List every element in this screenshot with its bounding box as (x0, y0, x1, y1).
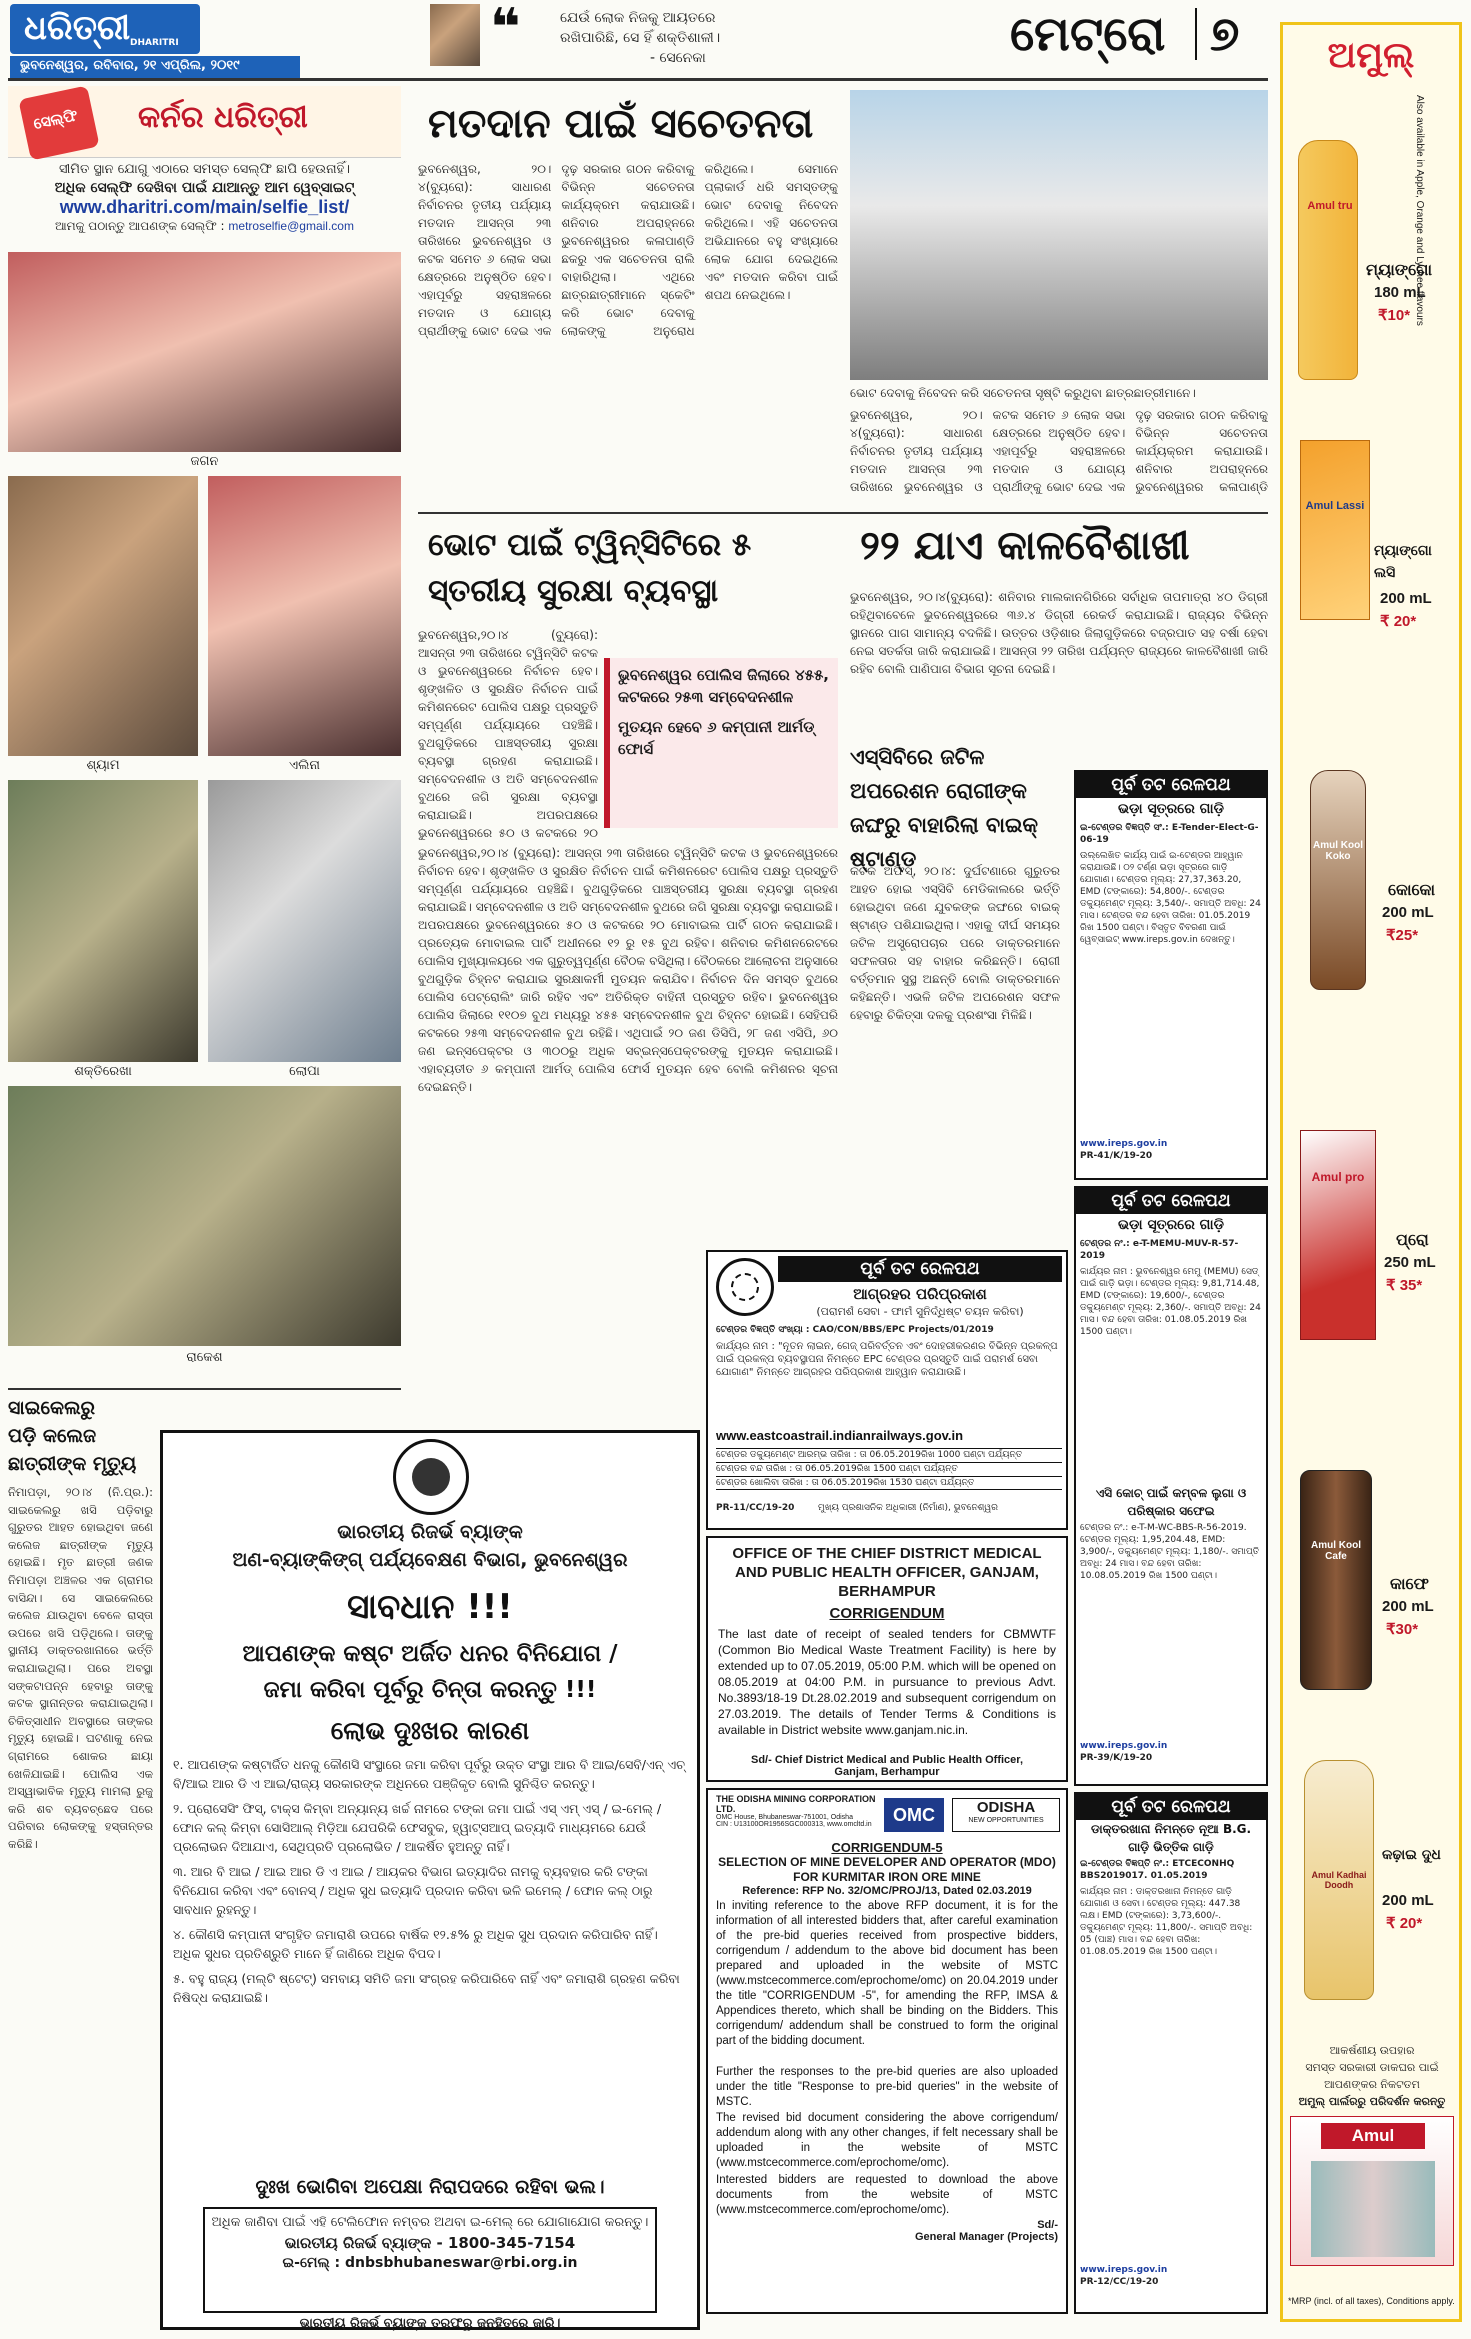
amul-product-koko: Amul Kool Koko କୋକୋ 200 mL ₹25* (1290, 770, 1450, 1020)
selfie-info: ସୀମିତ ସ୍ଥାନ ଯୋଗୁ ଏଠାରେ ସମସ୍ତ ସେଲ୍ଫି ଛାପି ହେଉନାହିଁ। ଅଧିକ ସେଲ୍ଫି ଦେଖିବା ପାଇଁ ଯାଆନ୍ତୁ ଆମ ୱେବ୍‌ସାଇଟ୍ www.dharitri.com/main/selfie_list/ ଆମକୁ ପଠାନ୍ତୁ ଆପଣଙ୍କ ସେଲ୍ଫି : metroselfie@gmail.com (8, 160, 401, 250)
selfie-caption: ଶ୍ୟାମ (86, 758, 120, 773)
rail-ad-2: ପୂର୍ବ ତଟ ରେଳପଥ ଭଡ଼ା ସୂତ୍ରରେ ଗାଡ଼ି ଟେଣ୍ଡର ନଂ.: e-T-MEMU-MUV-R-57-2019 କାର୍ଯ୍ୟର ନାମ : ଭୁବନେଶ୍ୱର ମେମୁ (MEMU) ସେଡ୍ ପାଇଁ ଗାଡ଼ି ଭଡ଼ା। ଟେଣ୍ଡର ମୂଲ୍ୟ: 9,81,714.48, EMD (ଟଙ୍କାରେ): 19,600/-, ଟେଣ୍ଡର ଡକ୍ୟୁମେଣ୍ଟ ମୂଲ୍ୟ: 2,360/-. ସମାପ୍ତି ଅବଧି: 24 ମାସ। ବନ୍ଦ ହେବା ତାରିଖ: 01.08.05.2019 ରିଖ 1500 ଘଣ୍ଟା। ଏସି କୋଚ୍ ପାଇଁ କମ୍ବଳ ଲୁଗା ଓ ପରିଷ୍କାର ସଫେଇ ଟେଣ୍ଡର ନଂ.: e-T-M-WC-BBS-R-56-2019. ଟେଣ୍ଡର ମୂଲ୍ୟ: 1,95,204.48, EMD: 3,900/-, ଡକ୍ୟୁମେଣ୍ଟ ମୂଲ୍ୟ: 1,180/-. ସମାପ୍ତି ଅବଧି: 24 ମାସ। ବନ୍ଦ ହେବା ତାରିଖ: 10.08.05.2019 ରିଖ 1500 ଘଣ୍ଟା। www.ireps.gov.in PR-39/K/19-20 (1074, 1186, 1268, 1786)
rbi-tollfree[interactable]: ଭାରତୀୟ ରିଜର୍ଭ ବ୍ୟାଙ୍କ - 1800-345-7154 (284, 2234, 576, 2252)
section-divider (1195, 8, 1197, 60)
rbi-seal-icon (393, 1439, 469, 1515)
amul-mrp-note: *MRP (incl. of all taxes), Conditions apply. (1288, 2296, 1455, 2306)
tetrapak-icon (1300, 1130, 1376, 1340)
selfie-caption: ଜଗନ (190, 454, 219, 469)
railway-logo-icon (716, 1258, 774, 1316)
amul-product-kadhai: Amul Kadhai Doodh କଢ଼ାଇ ଦୁଧ 200 mL ₹ 20* (1290, 1760, 1450, 2020)
article-body: ଭୁବନେଶ୍ୱର, ୨୦।୪(ବ୍ୟୁରୋ): ସାଧାରଣ ନିର୍ବାଚନର ତୃତୀୟ ପର୍ଯ୍ୟାୟ ମତଦାନ ଆସନ୍ତା ୨୩ ତାରିଖରେ ଭୁବନେଶ୍ୱର ଓ କଟକ ସମେତ ୬ ଲୋକ ସଭା କ୍ଷେତ୍ରରେ ଅନୁଷ୍ଠିତ ହେବ। ଏହାପୂର୍ବରୁ ସହରାଞ୍ଚଳରେ ମତଦାନ ଓ ଯୋଗ୍ୟ ପ୍ରାର୍ଥୀଙ୍କୁ ଭୋଟ ଦେଇ ଏକ ଦୃଢ଼ ସରକାର ଗଠନ କରିବାକୁ ବିଭିନ୍ନ ସଚେତନତା କାର୍ଯ୍ୟକ୍ରମ କରାଯାଉଛି। ଶନିବାର ଅପରାହ୍ନରେ ଭୁବନେଶ୍ୱରର କଳାପାଣ୍ଡି ଛକରୁ ଏକ ସଚେତନତା ରାଲି ବାହାରିଥିଲା। ଏଥିରେ ଛାତ୍ରଛାତ୍ରୀମାନେ ସ୍କେଟିଂ କରି ଭୋଟ ଦେବାକୁ ଲୋକଙ୍କୁ ଅନୁରୋଧ କରିଥିଲେ। ସେମାନେ ପ୍ଲାକାର୍ଡ ଧରି ସମସ୍ତଙ୍କୁ ଭୋଟ ଦେବାକୁ ନିବେଦନ କରିଥିଲେ। ଏହି ସଚେତନତା ଅଭିଯାନରେ ବହୁ ସଂଖ୍ୟାରେ ଲୋକ ଯୋଗ ଦେଇଥିଲେ ଏବଂ ମତଦାନ କରିବା ପାଇଁ ଶପଥ ନେଇଥିଲେ। (418, 162, 838, 338)
amul-product-lassi: Amul Lassi ମ୍ୟାଙ୍ଗୋ ଲସି 200 mL ₹ 20* (1290, 440, 1450, 690)
rbi-dept: ଅଣ-ବ୍ୟାଙ୍କିଙ୍ଗ୍ ପର୍ଯ୍ୟବେକ୍ଷଣ ବିଭାଗ, ଭୁବନେଶ୍ୱର (232, 1549, 628, 1571)
rail-ad-link[interactable]: www.ireps.gov.in (1080, 2265, 1168, 2275)
tetrapak-icon (1300, 440, 1370, 620)
headline: ଏସ୍‌ସିବିରେ ଜଟିଳ ଅପରେଶନ ରୋଗୀଙ୍କ ଜଙ୍ଘରୁ ବାହାରିଲା ବାଇକ୍ ଷ୍ଟାଣ୍ଡ (850, 745, 1038, 871)
rail-ad-1: ପୂର୍ବ ତଟ ରେଳପଥ ଭଡ଼ା ସୂତ୍ରରେ ଗାଡ଼ି ଇ-ଟେଣ୍ଡର ବିଜ୍ଞପ୍ତି ସଂ.: E-Tender-Elect-G-06-19 ଉଲ୍ଲେଖିତ କାର୍ଯ୍ୟ ପାଇଁ ଇ-ଟେଣ୍ଡର ଆହ୍ୱାନ କରାଯାଉଛି। ୦୨ ଟର୍ଣ୍ଣ ଭଡ଼ା ସୂତ୍ରରେ ଗାଡ଼ି ଯୋଗାଣ। ଟେଣ୍ଡର ମୂଲ୍ୟ: 27,37,363.20, EMD (ଟଙ୍କାରେ): 54,800/-. ଟେଣ୍ଡର ଡକ୍ୟୁମେଣ୍ଟ ମୂଲ୍ୟ: 3,540/-. ସମାପ୍ତି ଅବଧି: 24 ମାସ। ଟେଣ୍ଡର ବନ୍ଦ ହେବା ତାରିଖ: 01.05.2019 ରିଖ 1500 ଘଣ୍ଟା। ବିସ୍ତୃତ ବିବରଣୀ ପାଇଁ ୱେବ୍‌ସାଇଟ୍ www.ireps.gov.in ଦେଖନ୍ତୁ। www.ireps.gov.in PR-41/K/19-20 (1074, 770, 1268, 1180)
selfie-photo-jagan (8, 252, 401, 452)
amul-footer: ଆକର୍ଷଣୀୟ ଉପହାର ସମସ୍ତ ସରକାରୀ ଡାକଘର ପାଇଁ ଆପଣଙ୍କର ନିକଟତମ ଅମୁଲ୍ ପାର୍ଲରରୁ ପରିଦର୍ଶନ କରନ୍ତୁ (1298, 2044, 1446, 2108)
headline: ଭୋଟ ପାଇଁ ଟ୍ୱିନ୍‌ସିଟିରେ ୫ ସ୍ତରୀୟ ସୁରକ୍ଷା ବ୍ୟବସ୍ଥା (428, 527, 752, 609)
masthead-logo[interactable]: ଧରିତ୍ରୀ DHARITRI (10, 4, 200, 54)
selfie-phone-icon: ସେଲ୍ଫି (18, 85, 99, 160)
amul-product-cafe: Amul Kool Cafe କାଫେ 200 mL ₹30* (1290, 1470, 1450, 1720)
rail-ad-3: ପୂର୍ବ ତଟ ରେଳପଥ ଡାକ୍ତରଖାନା ନିମନ୍ତେ ନୂଆ B.G. ଗାଡ଼ି ଭିତ୍ତିକ ଗାଡ଼ି ଇ-ଟେଣ୍ଡର ବିଜ୍ଞପ୍ତି ନଂ.: ETCECONHQ BBS2019017. 01.05.2019 କାର୍ଯ୍ୟର ନାମ : ଡାକ୍ତରଖାନା ନିମନ୍ତେ ଗାଡ଼ି ଯୋଗାଣ ଓ ସେବା। ଟେଣ୍ଡର ମୂଲ୍ୟ: 447.38 ଲକ୍ଷ। EMD (ଟଙ୍କାରେ): 3,73,600/-. ଡକ୍ୟୁମେଣ୍ଟ ମୂଲ୍ୟ: 11,800/-. ସମାପ୍ତି ଅବଧି: 05 (ପାଞ୍ଚ) ମାସ। ବନ୍ଦ ହେବା ତାରିଖ: 01.08.05.2019 ରିଖ 1500 ଘଣ୍ଟା। www.ireps.gov.in PR-12/CC/19-20 (1074, 1792, 1268, 2314)
page-number: ୭ (1210, 6, 1240, 62)
quote-mark-icon: ❝ (490, 0, 521, 58)
selfie-photo-rakesh (8, 1086, 401, 1346)
bottle-icon (1310, 770, 1366, 990)
rbi-footer: ଭାରତୀୟ ରିଜର୍ଭ ବ୍ୟାଙ୍କ ତରଫରୁ ଜନହିତରେ ଜାରି। (299, 2316, 561, 2331)
odisha-logo: ODISHA (976, 1799, 1036, 1816)
headline: ସାଇକେଲରୁ ପଡ଼ି କଲେଜ ଛାତ୍ରୀଙ୍କ ମୃତ୍ୟୁ (8, 1397, 137, 1475)
selfie-url-link[interactable]: www.dharitri.com/main/selfie_list/ (59, 197, 350, 217)
story-awareness (418, 90, 1268, 510)
dateline: ଭୁବନେଶ୍ୱର, ରବିବାର, ୨୧ ଏପ୍ରିଲ, ୨୦୧୯ (10, 56, 300, 78)
amul-product-pro: Amul pro ପ୍ରୋ 250 mL ₹ 35* (1290, 1130, 1450, 1380)
list-item: ୪. କୌଣସି କମ୍ପାନୀ ସଂଗୃହିତ ଜମାରାଶି ଉପରେ ବାର୍ଷିକ ୧୨.୫% ରୁ ଅଧିକ ସୁଧ ପ୍ରଦାନ କରିପାରିବ ନାହିଁ। ଅଧିକ ସୁଧର ପ୍ରତିଶ୍ରୁତି ମାନେ ହିଁ ଜାଣିରେ ଅଧିକ ବିପଦ। (173, 1927, 658, 1961)
rbi-points (173, 1755, 687, 2007)
rbi-warning: ସାବଧାନ !!! (347, 1587, 513, 1627)
rail-ad-link[interactable]: www.ireps.gov.in (1080, 1139, 1168, 1149)
list-item: ୧. ଆପଣଙ୍କ କଷ୍ଟାର୍ଜିତ ଧନକୁ କୌଣସି ସଂସ୍ଥାରେ ଜମା କରିବା ପୂର୍ବରୁ ଉକ୍ତ ସଂସ୍ଥା ଆର ବି ଆଇ/ସେବି/ଏନ୍ ଏଚ୍ ବି/ଆଇ ଆର ଡି ଏ ଆଇ/ରାଜ୍ୟ ସରକାରଙ୍କ ଅଧିନରେ ପଞ୍ଜିକୃତ ବୋଲି ସୁନିଶ୍ଚିତ କରନ୍ତୁ। (173, 1757, 686, 1791)
rbi-contact-box: ଅଧିକ ଜାଣିବା ପାଇଁ ଏହି ଟେଲିଫୋନ ନମ୍ବର ଅଥବା ଇ-ମେଲ୍ ରେ ଯୋଗାଯୋଗ କରନ୍ତୁ। ଭାରତୀୟ ରିଜର୍ଭ ବ୍ୟାଙ୍କ - 1800-345-7154 ଇ-ମେଲ୍ : dnbsbhubaneswar@rbi.org.in (203, 2207, 657, 2313)
story-cycle-accident (8, 1394, 153, 2324)
bottle-icon (1298, 140, 1358, 380)
rbi-ad: ଭାରତୀୟ ରିଜର୍ଭ ବ୍ୟାଙ୍କ ଅଣ-ବ୍ୟାଙ୍କିଙ୍ଗ୍ ପର୍ଯ୍ୟବେକ୍ଷଣ ବିଭାଗ, ଭୁବନେଶ୍ୱର ସାବଧାନ !!! ଆପଣଙ୍କ କଷ୍ଟ ଅର୍ଜିତ ଧନର ବିନିଯୋଗ / ଜମା କରିବା ପୂର୍ବରୁ ଚିନ୍ତା କରନ୍ତୁ !!! ଲୋଭ ଦୁଃଖର କାରଣ ୧. ଆପଣଙ୍କ କଷ୍ଟାର୍ଜିତ ଧନକୁ କୌଣସି ସଂସ୍ଥାରେ ଜମା କରିବା ପୂର୍ବରୁ ଉକ୍ତ ସଂସ୍ଥା ଆର ବି ଆଇ/ସେବି/ଏନ୍ ଏଚ୍ ବି/ଆଇ ଆର ଡି ଏ ଆଇ/ରାଜ୍ୟ ସରକାରଙ୍କ ଅଧିନରେ ପଞ୍ଜିକୃତ ବୋଲି ସୁନିଶ୍ଚିତ କରନ୍ତୁ। ୨. ପ୍ରୋସେସିଂ ଫିସ୍, ଟାକ୍ସ କିମ୍ବା ଅନ୍ୟାନ୍ୟ ଖର୍ଚ୍ଚ ନାମରେ ଟଙ୍କା ଜମା ପାଇଁ ଏସ୍ ଏମ୍ ଏସ୍ / ଇ-ମେଲ୍ / ଫୋନ କଲ୍ କିମ୍ବା ସୋସିଆଲ୍ ମିଡ଼ିଆ ଯେପରିକି ଫେସବୁକ, ହ୍ୱାଟ୍‌ସଆପ୍ ଇତ୍ୟାଦି ମାଧ୍ୟମରେ ଯେଉଁ ପ୍ରଲୋଭନ ଦିଆଯାଏ, ସେଥିପ୍ରତି ପ୍ରଲୋଭିତ / ଆକର୍ଷିତ ହୁଅନ୍ତୁ ନାହିଁ। ୩. ଆର ବି ଆଇ / ଆଇ ଆର ଡି ଏ ଆଇ / ଆୟକର ବିଭାଗ ଇତ୍ୟାଦିର ନାମକୁ ବ୍ୟବହାର କରି ଟଙ୍କା ବିନିଯୋଗ କରିବା ଏବଂ ବୋନସ୍ / ଅଧିକ ସୁଧ ଇତ୍ୟାଦି ପ୍ରଦାନ କରିବା ଭଳି ଇମେଲ୍ / ଫୋନ କଲ୍ ଠାରୁ ସାବଧାନ ରୁହନ୍ତୁ। ୪. କୌଣସି କମ୍ପାନୀ ସଂଗୃହିତ ଜମାରାଶି ଉପରେ ବାର୍ଷିକ ୧୨.୫% ରୁ ଅଧିକ ସୁଧ ପ୍ରଦାନ କରିପାରିବ ନାହିଁ। ଅଧିକ ସୁଧର ପ୍ରତିଶ୍ରୁତି ମାନେ ହିଁ ଜାଣିରେ ଅଧିକ ବିପଦ। ୫. ବହୁ ରାଜ୍ୟ (ମଲ୍ଟି ଷ୍ଟେଟ୍) ସମବାୟ ସମିତି ଜମା ସଂଗ୍ରହ କରିପାରିବେ ନାହିଁ ଏବଂ ଜମାରାଶି ଗ୍ରହଣ କରିବା ନିଷିଦ୍ଧ କରାଯାଇଛି। ଦୁଃଖ ଭୋଗିବା ଅପେକ୍ଷା ନିରାପଦରେ ରହିବା ଭଲ। ଅଧିକ ଜାଣିବା ପାଇଁ ଏହି ଟେଲିଫୋନ ନମ୍ବର ଅଥବା ଇ-ମେଲ୍ ରେ ଯୋଗାଯୋଗ କରନ୍ତୁ। ଭାରତୀୟ ରିଜର୍ଭ ବ୍ୟାଙ୍କ - 1800-345-7154 ଇ-ମେଲ୍ : dnbsbhubaneswar@rbi.org.in (160, 1430, 700, 2330)
omc-logo: OMC (884, 1798, 944, 1832)
selfie-photo-lopa (208, 780, 401, 1062)
selfie-banner-title: କର୍ନର ଧରିତ୍ରୀ (138, 100, 308, 135)
headline: ମତଦାନ ପାଇଁ ସଚେତନତା (428, 101, 814, 147)
article-body: ଭୁବନେଶ୍ୱର,୨୦।୪ (ବ୍ୟୁରୋ): ଆସନ୍ତା ୨୩ ତାରିଖରେ ଟ୍ୱିନ୍‌ସିଟି କଟକ ଓ ଭୁବନେଶ୍ୱରରେ ନିର୍ବାଚନ ହେବ। ଶୃଙ୍ଖଳିତ ଓ ସୁରକ୍ଷିତ ନିର୍ବାଚନ ପାଇଁ କମିଶନରେଟ ପୋଲିସ ପକ୍ଷରୁ ପ୍ରସ୍ତୁତି ସମ୍ପୂର୍ଣ୍ଣ ପର୍ଯ୍ୟାୟରେ ପହଞ୍ଚିଛି। ବୁଥଗୁଡ଼ିକରେ ପାଞ୍ଚସ୍ତରୀୟ ସୁରକ୍ଷା ବ୍ୟବସ୍ଥା ଗ୍ରହଣ କରାଯାଇଛି। ସମ୍ବେଦନଶୀଳ ଓ ଅତି ସମ୍ବେଦନଶୀଳ ବୁଥରେ ଜଗି ସୁରକ୍ଷା ବ୍ୟବସ୍ଥା କରାଯାଇଛି। ଅପରପକ୍ଷରେ ଭୁବନେଶ୍ୱରରେ ୫୦ ଓ କଟକରେ ୨୦ (418, 628, 598, 840)
headline: ୨୨ ଯାଏ କାଳବୈଶାଖୀ (860, 523, 1190, 569)
rbi-email[interactable]: ଇ-ମେଲ୍ : dnbsbhubaneswar@rbi.org.in (282, 2255, 578, 2271)
article-body: ଭୁବନେଶ୍ୱର, ୨୦।୪(ବ୍ୟୁରୋ): ଶନିବାର ମାଲକାନଗିରିରେ ସର୍ବାଧିକ ତାପମାତ୍ରା ୪୦ ଡିଗ୍ରୀ ରହିଥିବାବେଳେ ଭୁବନେଶ୍ୱରରେ ୩୬.୪ ଡିଗ୍ରୀ ରେକର୍ଡ କରାଯାଇଛି। ରାଜ୍ୟର ବିଭିନ୍ନ ସ୍ଥାନରେ ପାଗ ସାମାନ୍ୟ ବଦଳିଛି। ଉତ୍ତର ଓଡ଼ିଶାର ଜିଲାଗୁଡ଼ିକରେ ବଜ୍ରପାତ ସହ ବର୍ଷା ହେବା ନେଇ ସତର୍କତା ଜାରି କରାଯାଇଛି। ଆସନ୍ତା ୨୨ ତାରିଖ ପର୍ଯ୍ୟନ୍ତ ରାଜ୍ୟରେ କାଳବୈଶାଖୀ ଜାରି ରହିବ ବୋଲି ପାଣିପାଗ ବିଭାଗ ସୂଚନା ଦେଇଛି। (850, 590, 1268, 676)
section-title: ମେଟ୍ରୋ (1010, 6, 1166, 62)
omc-corrigendum-ad: THE ODISHA MINING CORPORATION LTD. OMC House, Bhubaneswar-751001, Odisha CIN : U13100OR1956SGC000313, www.omcltd.in OMC ODISHA NEW OPPORTUNITIES CORRIGENDUM-5 SELECTION OF MINE DEVELOPER AND OPERATOR (MDO) FOR KURMITAR IRON ORE MINE Reference: RFP No. 32/OMC/PROJ/13, Dated 02.03.2019 In inviting reference to the above RFP document, it is for the information of all interested bidders that, after careful examination of the pre-bid queries received from prospective bidders, corrigendum / addendum to the above bid document has been prepared and uploaded in the website of MSTC (www.mstcecommerce.com/eprochome/omc) on 20.04.2019 under the title "CORRIGENDUM -5", for amending the RFP, IMSA & Appendices thereto, which shall be binding on the Bidders. This corrigendum/ addendum shall be construed to form the original part of the bidding document. Further the responses to the pre-bid queries are also uploaded under the title "Response to pre-bid queries" in the website of MSTC. The revised bid document considering the above corrigendum/ addendum along with any other changes, if felt necessary shall be uploaded in the website of MSTC (www.mstcecommerce.com/eprochome/omc). Interested bidders are requested to download the above documents from the website of MSTC (www.mstcecommerce.com/eprochome/omc). Sd/- General Manager (Projects) (706, 1788, 1068, 2314)
ganjam-corrigendum-ad: OFFICE OF THE CHIEF DISTRICT MEDICAL AND PUBLIC HEALTH OFFICER, GANJAM, BERHAMPUR CORRIGENDUM The last date of receipt of sealed tenders for CBMWTF (Common Bio Medical Waste Treatment Facility) is here by extended up to 07.05.2019, 05:00 P.M. which will be opened on 08.05.2019 at 04:00 P.M. in pursuance to previous Advt. No.3893/18-19 Dt.28.02.2019 and subsequent corrigendum on 27.03.2019. The details of Tender Terms & Conditions is available in District website www.ganjam.nic.in. Sd/- Chief District Medical and Public Health Officer, Ganjam, Berhampur (706, 1536, 1068, 1782)
story-weather (850, 518, 1268, 676)
article-body: ଭୁବନେଶ୍ୱର, ୨୦।୪(ବ୍ୟୁରୋ): ସାଧାରଣ ନିର୍ବାଚନର ତୃତୀୟ ପର୍ଯ୍ୟାୟ ମତଦାନ ଆସନ୍ତା ୨୩ ତାରିଖରେ ଭୁବନେଶ୍ୱର ଓ କଟକ ସମେତ ୬ ଲୋକ ସଭା କ୍ଷେତ୍ରରେ ଅନୁଷ୍ଠିତ ହେବ। ଏହାପୂର୍ବରୁ ସହରାଞ୍ଚଳରେ ମତଦାନ ଓ ଯୋଗ୍ୟ ପ୍ରାର୍ଥୀଙ୍କୁ ଭୋଟ ଦେଇ ଏକ ଦୃଢ଼ ସରକାର ଗଠନ କରିବାକୁ ବିଭିନ୍ନ ସଚେତନତା କାର୍ଯ୍ୟକ୍ରମ କରାଯାଉଛି। ଶନିବାର ଅପରାହ୍ନରେ ଭୁବନେଶ୍ୱରର କଳାପାଣ୍ଡି (850, 408, 1268, 494)
masthead-rule (8, 78, 1268, 81)
selfie-banner (8, 86, 401, 158)
article-photo (850, 90, 1268, 380)
selfie-caption: ଏଲିନା (289, 758, 320, 773)
highlight-box: ଭୁବନେଶ୍ୱର ପୋଲିସ ଜିଲାରେ ୪୫୫, କଟକରେ ୨୫୩ ସମ୍ବେଦନଶୀଳ ମୁତୟନ ହେବେ ୬ କମ୍ପାନୀ ଆର୍ମଡ୍ ଫୋର୍ସ (604, 658, 838, 828)
amul-parlour-image: Amul (1290, 2116, 1454, 2266)
list-item: ୨. ପ୍ରୋସେସିଂ ଫିସ୍, ଟାକ୍ସ କିମ୍ବା ଅନ୍ୟାନ୍ୟ ଖର୍ଚ୍ଚ ନାମରେ ଟଙ୍କା ଜମା ପାଇଁ ଏସ୍ ଏମ୍ ଏସ୍ / ଇ-ମେଲ୍ / ଫୋନ କଲ୍ କିମ୍ବା ସୋସିଆଲ୍ ମିଡ଼ିଆ ଯେପରିକି ଫେସବୁକ, ହ୍ୱାଟ୍‌ସଆପ୍ ଇତ୍ୟାଦି ମାଧ୍ୟମରେ ଯେଉଁ ପ୍ରଲୋଭନ ଦିଆଯାଏ, ସେଥିପ୍ରତି ପ୍ରଲୋଭିତ / ଆକର୍ଷିତ ହୁଅନ୍ତୁ ନାହିଁ। (173, 1801, 662, 1854)
selfie-caption: ରାକେଶ (186, 1350, 223, 1365)
amul-product-tru: Amul tru ମ୍ୟାଙ୍ଗୋ 180 mL ₹10* (1290, 100, 1450, 420)
selfie-photo-shyam (8, 476, 198, 756)
masthead (0, 0, 1471, 80)
selfie-email-link[interactable]: metroselfie@gmail.com (228, 219, 354, 233)
story-scb (850, 740, 1070, 1240)
list-item: ୫. ବହୁ ରାଜ୍ୟ (ମଲ୍ଟି ଷ୍ଟେଟ୍) ସମବାୟ ସମିତି ଜମା ସଂଗ୍ରହ କରିପାରିବେ ନାହିଁ ଏବଂ ଜମାରାଶି ଗ୍ରହଣ କରିବା ନିଷିଦ୍ଧ କରାଯାଇଛି। (173, 1971, 680, 2005)
selfie-caption: ଲୋପା (289, 1064, 320, 1079)
can-icon (1300, 1470, 1372, 1690)
selfie-photo-shaktirekha (8, 780, 198, 1062)
photo-caption: ଭୋଟ ଦେବାକୁ ନିବେଦନ କରି ସଚେତନତା ସୃଷ୍ଟି କରୁଥିବା ଛାତ୍ରଛାତ୍ରୀମାନେ। (850, 386, 1196, 400)
amul-logo: ଅମୁଲ୍ (1327, 35, 1415, 76)
selfie-column (8, 86, 401, 1386)
rail-ad-link[interactable]: www.ireps.gov.in (1080, 1741, 1168, 1751)
divider (418, 512, 1268, 514)
article-body: କଟକ ଅଫିସ୍, ୨୦।୪: ଦୁର୍ଘଟଣାରେ ଗୁରୁତର ଆହତ ହୋଇ ଏସ୍‌ସିବି ମେଡିକାଲରେ ଭର୍ତ୍ତି ହୋଇଥିବା ଜଣେ ଯୁବକଙ୍କ ଜଙ୍ଘରେ ବାଇକ୍ ଷ୍ଟାଣ୍ଡ ପଶିଯାଇଥିଲା। ଏହାକୁ ଦୀର୍ଘ ସମୟର ଜଟିଳ ଅସ୍ତ୍ରୋପଚାର ପରେ ଡାକ୍ତରମାନେ ସଫଳତାର ସହ ବାହାର କରିଛନ୍ତି। ରୋଗୀ ବର୍ତ୍ତମାନ ସୁସ୍ଥ ଅଛନ୍ତି ବୋଲି ଡାକ୍ତରମାନେ କହିଛନ୍ତି। ଏଭଳି ଜଟିଳ ଅପରେଶନ ସଫଳ ହେବାରୁ ଚିକିତ୍ସା ଦଳକୁ ପ୍ରଶଂସା ମିଳିଛି। (850, 864, 1060, 1022)
quote-portrait (430, 4, 480, 66)
article-body: ଭୁବନେଶ୍ୱର,୨୦।୪ (ବ୍ୟୁରୋ): ଆସନ୍ତା ୨୩ ତାରିଖରେ ଟ୍ୱିନ୍‌ସିଟି କଟକ ଓ ଭୁବନେଶ୍ୱରରେ ନିର୍ବାଚନ ହେବ। ଶୃଙ୍ଖଳିତ ଓ ସୁରକ୍ଷିତ ନିର୍ବାଚନ ପାଇଁ କମିଶନରେଟ ପୋଲିସ ପକ୍ଷରୁ ପ୍ରସ୍ତୁତି ସମ୍ପୂର୍ଣ୍ଣ ପର୍ଯ୍ୟାୟରେ ପହଞ୍ଚିଛି। ବୁଥଗୁଡ଼ିକରେ ପାଞ୍ଚସ୍ତରୀୟ ସୁରକ୍ଷା ବ୍ୟବସ୍ଥା ଗ୍ରହଣ କରାଯାଇଛି। ସମ୍ବେଦନଶୀଳ ଓ ଅତି ସମ୍ବେଦନଶୀଳ ବୁଥରେ ଜଗି ସୁରକ୍ଷା ବ୍ୟବସ୍ଥା କରାଯାଇଛି। ଅପରପକ୍ଷରେ ଭୁବନେଶ୍ୱରରେ ୫୦ ଓ କଟକରେ ୨୦ ମୋବାଇଲ ପାର୍ଟି ଗଠନ କରାଯାଇଛି। ପ୍ରତ୍ୟେକ ମୋବାଇଲ ପାର୍ଟି ଅଧୀନରେ ୧୨ ରୁ ୧୫ ବୁଥ ରହିବ। ଶନିବାର କମିଶନରେଟରେ ପୋଲିସ ମୁଖ୍ୟାଳୟରେ ଏକ ଗୁରୁତ୍ୱପୂର୍ଣ୍ଣ ବୈଠକ ବସିଥିଲା। ବୈଠକରେ ଆଲୋଚନା ଅନୁସାରେ ବୁଥଗୁଡ଼ିକ ଚିହ୍ନଟ କରାଯାଇ ସୁରକ୍ଷାକର୍ମୀ ମୁତୟନ କରାଯିବ। ନିର୍ବାଚନ ଦିନ ସମସ୍ତ ବୁଥରେ ପୋଲିସ ପେଟ୍ରୋଲିଂ ଜାରି ରହିବ ଏବଂ ଅତିରିକ୍ତ ବାହିନୀ ପ୍ରସ୍ତୁତ ରହିବ। ଭୁବନେଶ୍ୱର ପୋଲିସ ଜିଲାରେ ୧୧୦୭ ବୁଥ ମଧ୍ୟରୁ ୪୫୫ ସମ୍ବେଦନଶୀଳ ବୁଥ ଚିହ୍ନଟ ହୋଇଛି। ସେହିପରି କଟକରେ ୨୫୩ ସମ୍ବେଦନଶୀଳ ବୁଥ ରହିଛି। ଏଥିପାଇଁ ୨୦ ଜଣ ଡିସିପି, ୨୮ ଜଣ ଏସିପି, ୬୦ ଜଣ ଇନ୍‌ସପେକ୍ଟର ଓ ୩୦୦ରୁ ଅଧିକ ସବ୍‌ଇନ୍‌ସପେକ୍ଟରଙ୍କୁ ମୁତୟନ କରାଯାଇଛି। ଏହାବ୍ୟତୀତ ୬ କମ୍ପାନୀ ଆର୍ମଡ୍ ପୋଲିସ ଫୋର୍ସ ମୁତୟନ ହେବ ବୋଲି କମିଶନର ସୂଚନା ଦେଇଛନ୍ତି। (418, 846, 838, 1094)
list-item: ୩. ଆର ବି ଆଇ / ଆଇ ଆର ଡି ଏ ଆଇ / ଆୟକର ବିଭାଗ ଇତ୍ୟାଦିର ନାମକୁ ବ୍ୟବହାର କରି ଟଙ୍କା ବିନିଯୋଗ କରିବା ଏବଂ ବୋନସ୍ / ଅଧିକ ସୁଧ ଇତ୍ୟାଦି ପ୍ରଦାନ କରିବା ଭଳି ଇମେଲ୍ / ଫୋନ କଲ୍ ଠାରୁ ସାବଧାନ ରୁହନ୍ତୁ। (173, 1864, 653, 1917)
selfie-photo-elina (208, 476, 401, 756)
ecr-eoi-ad: ପୂର୍ବ ତଟ ରେଳପଥ ଆଗ୍ରହର ପରିପ୍ରକାଶ (ପରାମର୍ଶ ସେବା - ଫାର୍ମ ସୁନିର୍ଦ୍ଧିଷ୍ଟ ଚୟନ କରିବା) ଟେଣ୍ଡର ବିଜ୍ଞପ୍ତି ସଂଖ୍ୟା : CAO/CON/BBS/EPC Projects/01/2019 କାର୍ଯ୍ୟର ନାମ : "ନୂତନ ଲାଇନ, ଗେଜ୍ ପରିବର୍ତ୍ତନ ଏବଂ ଦୋହରୀକରଣର ବିଭିନ୍ନ ପ୍ରକଳ୍ପ ପାଇଁ ପ୍ରକଳ୍ପ ବ୍ୟବସ୍ଥାପନା ନିମନ୍ତେ EPC ଟେଣ୍ଡର ପ୍ରସ୍ତୁତି ପାଇଁ ପରାମର୍ଶ ସେବା ଯୋଗାଣ" ନିମନ୍ତେ ଆଗ୍ରହର ପରିପ୍ରକାଶ ଆହ୍ୱାନ କରାଯାଉଛି। www.eastcoastrail.indianrailways.gov.in ଟେଣ୍ଡର ଡକ୍ୟୁମେଣ୍ଟ ଆରମ୍ଭ ତାରିଖ : ତା 06.05.2019ରିଖ 1000 ଘଣ୍ଟା ପର୍ଯ୍ୟନ୍ତ ଟେଣ୍ଡର ବନ୍ଦ ତାରିଖ : ତା 06.05.2019ରିଖ 1500 ଘଣ୍ଟା ପର୍ଯ୍ୟନ୍ତ ଟେଣ୍ଡର ଖୋଲିବା ତାରିଖ : ତା 06.05.2019ରିଖ 1530 ଘଣ୍ଟା ପର୍ଯ୍ୟନ୍ତ PR-11/CC/19-20 ମୁଖ୍ୟ ପ୍ରଶାସନିକ ଅଧିକାରୀ (ନିର୍ମାଣ), ଭୁବନେଶ୍ୱର (706, 1250, 1068, 1530)
ecr-website-link[interactable]: www.eastcoastrail.indianrailways.gov.in (716, 1428, 964, 1443)
rbi-org: ଭାରତୀୟ ରିଜର୍ଭ ବ୍ୟାଙ୍କ (337, 1521, 523, 1543)
amul-side-note: Also available in Apple, Orange and Lychee flavours (1414, 95, 1425, 326)
quote-text: ଯେଉଁ ଲୋକ ନିଜକୁ ଆୟତରେ ରଖିପାରିଛି, ସେ ହିଁ ଶକ୍ତିଶାଳୀ। - ସେନେକା (560, 10, 721, 66)
article-body: ନିମାପଡ଼ା, ୨୦।୪ (ନି.ପ୍ର.): ସାଇକେଲରୁ ଖସି ପଡ଼ିବାରୁ ଗୁରୁତର ଆହତ ହୋଇଥିବା ଜଣେ କଲେଜ ଛାତ୍ରୀଙ୍କ ମୃତ୍ୟୁ ହୋଇଛି। ମୃତ ଛାତ୍ରୀ ଜଣକ ନିମାପଡ଼ା ଅଞ୍ଚଳର ଏକ ଗ୍ରାମର ବାସିନ୍ଦା। ସେ ସାଇକେଲରେ କଲେଜ ଯାଉଥିବା ବେଳେ ରାସ୍ତା ଉପରେ ଖସି ପଡ଼ିଥିଲେ। ତାଙ୍କୁ ସ୍ଥାନୀୟ ଡାକ୍ତରଖାନାରେ ଭର୍ତ୍ତି କରାଯାଇଥିଲା। ପରେ ଅବସ୍ଥା ସଙ୍କଟାପନ୍ନ ହେବାରୁ ତାଙ୍କୁ କଟକ ସ୍ଥାନାନ୍ତର କରାଯାଇଥିଲା। ଚିକିତ୍ସାଧୀନ ଅବସ୍ଥାରେ ତାଙ୍କର ମୃତ୍ୟୁ ହୋଇଛି। ଘଟଣାକୁ ନେଇ ଗ୍ରାମରେ ଶୋକର ଛାୟା ଖେଳିଯାଇଛି। ପୋଲିସ ଏକ ଅସ୍ୱାଭାବିକ ମୃତ୍ୟୁ ମାମଲା ରୁଜୁ କରି ଶବ ବ୍ୟବଚ୍ଛେଦ ପରେ ପରିବାର ଲୋକଙ୍କୁ ହସ୍ତାନ୍ତର କରିଛି। (8, 1485, 153, 1851)
divider (8, 1388, 401, 1390)
rbi-slogan: ଦୁଃଖ ଭୋଗିବା ଅପେକ୍ଷା ନିରାପଦରେ ରହିବା ଭଲ। (255, 2176, 605, 2198)
selfie-caption: ଶକ୍ତିରେଖା (74, 1064, 132, 1079)
